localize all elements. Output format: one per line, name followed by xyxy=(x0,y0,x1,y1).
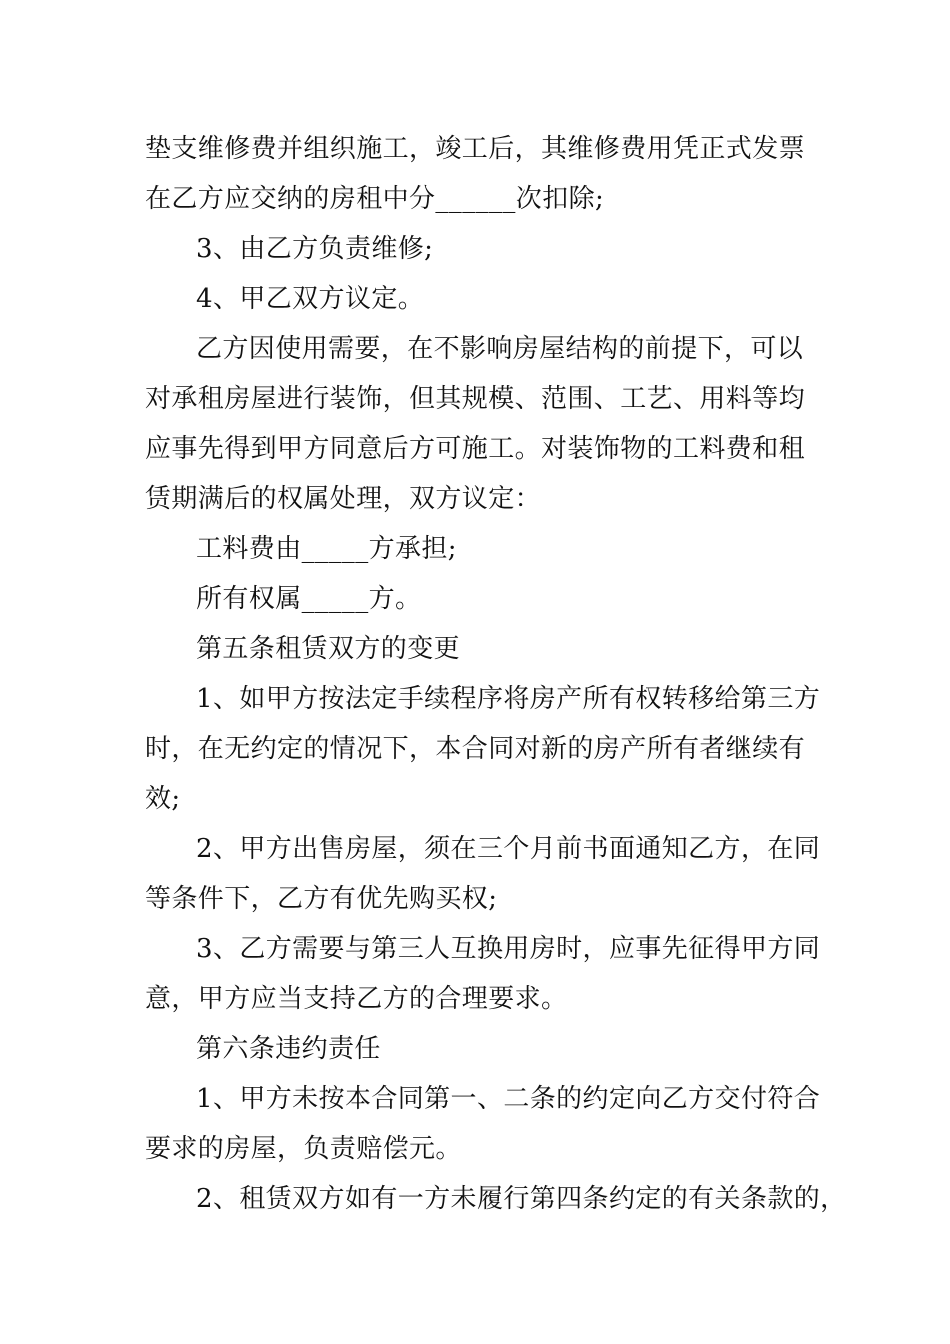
text-line: 赁期满后的权属处理，双方议定： xyxy=(145,484,542,514)
text-line: 工料费由_____方承担; xyxy=(196,534,457,564)
section-heading: 第五条租赁双方的变更 xyxy=(196,634,461,664)
text-line: 3、由乙方负责维修; xyxy=(196,234,434,264)
text-line: 对承租房屋进行装饰，但其规模、范围、工艺、用料等均 xyxy=(145,384,806,414)
text-line: 2、甲方出售房屋，须在三个月前书面通知乙方，在同 xyxy=(196,834,821,864)
text-line: 应事先得到甲方同意后方可施工。对装饰物的工料费和租 xyxy=(145,434,806,464)
text-line: 乙方因使用需要，在不影响房屋结构的前提下，可以 xyxy=(196,334,804,364)
text-line: 意，甲方应当支持乙方的合理要求。 xyxy=(145,984,568,1014)
text-line: 所有权属_____方。 xyxy=(196,584,422,614)
text-line: 垫支维修费并组织施工，竣工后，其维修费用凭正式发票 xyxy=(145,134,806,164)
text-line: 时，在无约定的情况下，本合同对新的房产所有者继续有 xyxy=(145,734,806,764)
text-line: 2、租赁双方如有一方未履行第四条约定的有关条款的， xyxy=(196,1184,847,1214)
text-line: 效; xyxy=(145,784,181,814)
section-heading: 第六条违约责任 xyxy=(196,1034,381,1064)
text-line: 4、甲乙双方议定。 xyxy=(196,284,425,314)
text-line: 1、如甲方按法定手续程序将房产所有权转移给第三方 xyxy=(196,684,821,714)
text-line: 3、乙方需要与第三人互换用房时，应事先征得甲方同 xyxy=(196,934,821,964)
text-line: 在乙方应交纳的房租中分______次扣除; xyxy=(145,184,605,214)
text-line: 等条件下，乙方有优先购买权; xyxy=(145,884,498,914)
text-line: 要求的房屋，负责赔偿元。 xyxy=(145,1134,462,1164)
text-line: 1、甲方未按本合同第一、二条的约定向乙方交付符合 xyxy=(196,1084,821,1114)
